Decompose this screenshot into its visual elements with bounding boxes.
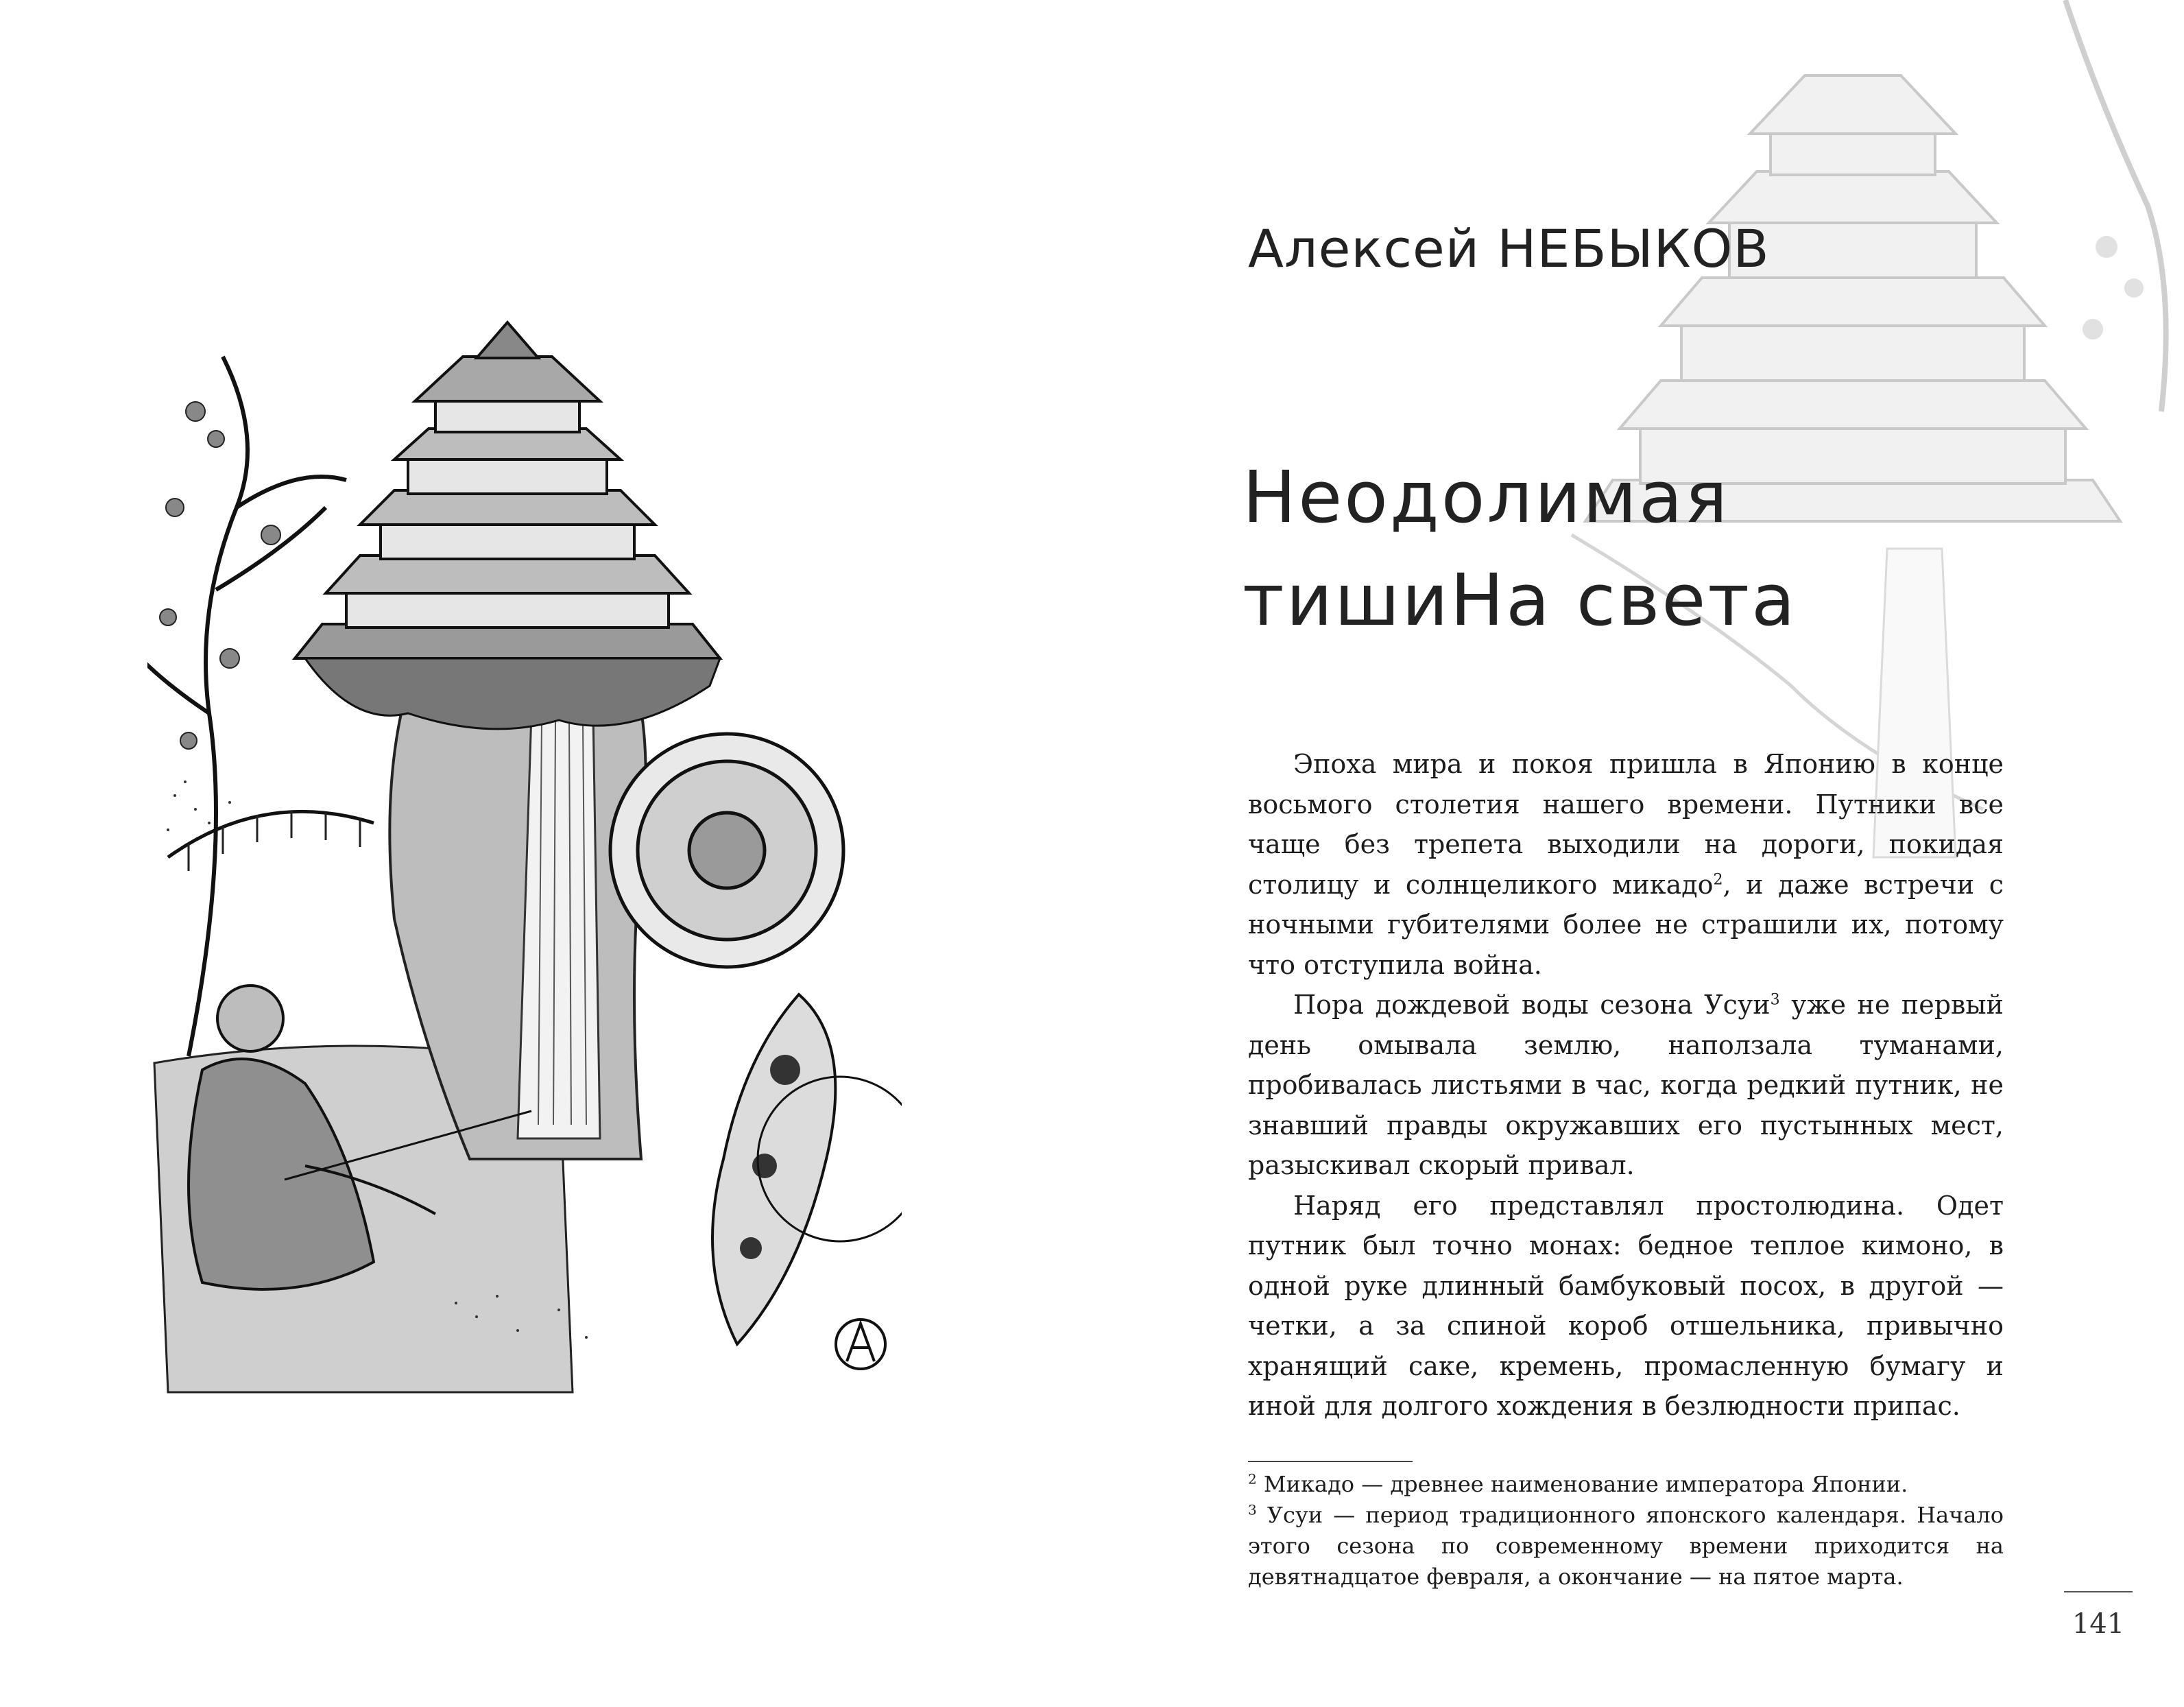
rock-base [305, 658, 720, 729]
ink-illustration-castle-waterfall-traveler [147, 302, 902, 1399]
bridge [168, 811, 374, 857]
paragraph: Наряд его представлял простолюдина. Одет путник был точно монах: бедное теплое кимоно, в одной руке длинный бамбуковый посох, в другой — четки, а за спиной короб отшельника, привычно хранящий саке, кремень, промасленную бумагу и иной для долгого хождения в безлюдности припас. [1248, 1190, 2004, 1421]
footnote-ref[interactable]: 2 [1713, 870, 1723, 888]
paragraph: Пора дождевой воды сезона Усуи$^3$ уже не первый день омывала землю, наползала туманами, пробивалась листьями в час, когда редкий путник, не знавший правды окружавших его пустынных мест, разыскивал скорый привал. [1248, 990, 2004, 1180]
story-title-line-2: тишиНа света [1243, 558, 1797, 642]
castle [295, 322, 720, 658]
footnotes [1248, 1469, 2004, 1592]
body-text [1248, 744, 2004, 1427]
story-title [1243, 446, 1797, 652]
story-title-line-1: Неодолимая [1243, 455, 1730, 539]
round-emblem [610, 734, 843, 967]
footnote-ref[interactable]: 3 [1770, 991, 1780, 1009]
page-number-rule [2064, 1591, 2133, 1592]
waterfall [518, 713, 600, 1138]
sakura-tree [147, 357, 346, 1056]
footnote: $^2$ Микадо — древнее наименование императора Японии. [1248, 1470, 1908, 1497]
right-page [1092, 0, 2184, 1707]
artist-monogram [836, 1320, 885, 1369]
footnote-divider [1248, 1461, 1413, 1462]
page-number: 141 [2072, 1608, 2125, 1640]
footnote: $^3$ Усуи — период традиционного японского календаря. Начало этого сезона по современному времени приходится на девятнадцатое февраля, а окончание — на пятое марта. [1248, 1501, 2004, 1590]
author-name: Алексей НЕБЫКОВ [1248, 218, 1770, 279]
paragraph: Эпоха мира и покоя пришла в Японию в конце восьмого столетия нашего времени. Путники все чаще без трепета выходили на дороги, покидая столицу и солнцеликого микадо$^2$, и даже встречи с ночными губителями более не страшили их, потому что отступила война. [1248, 749, 2004, 980]
